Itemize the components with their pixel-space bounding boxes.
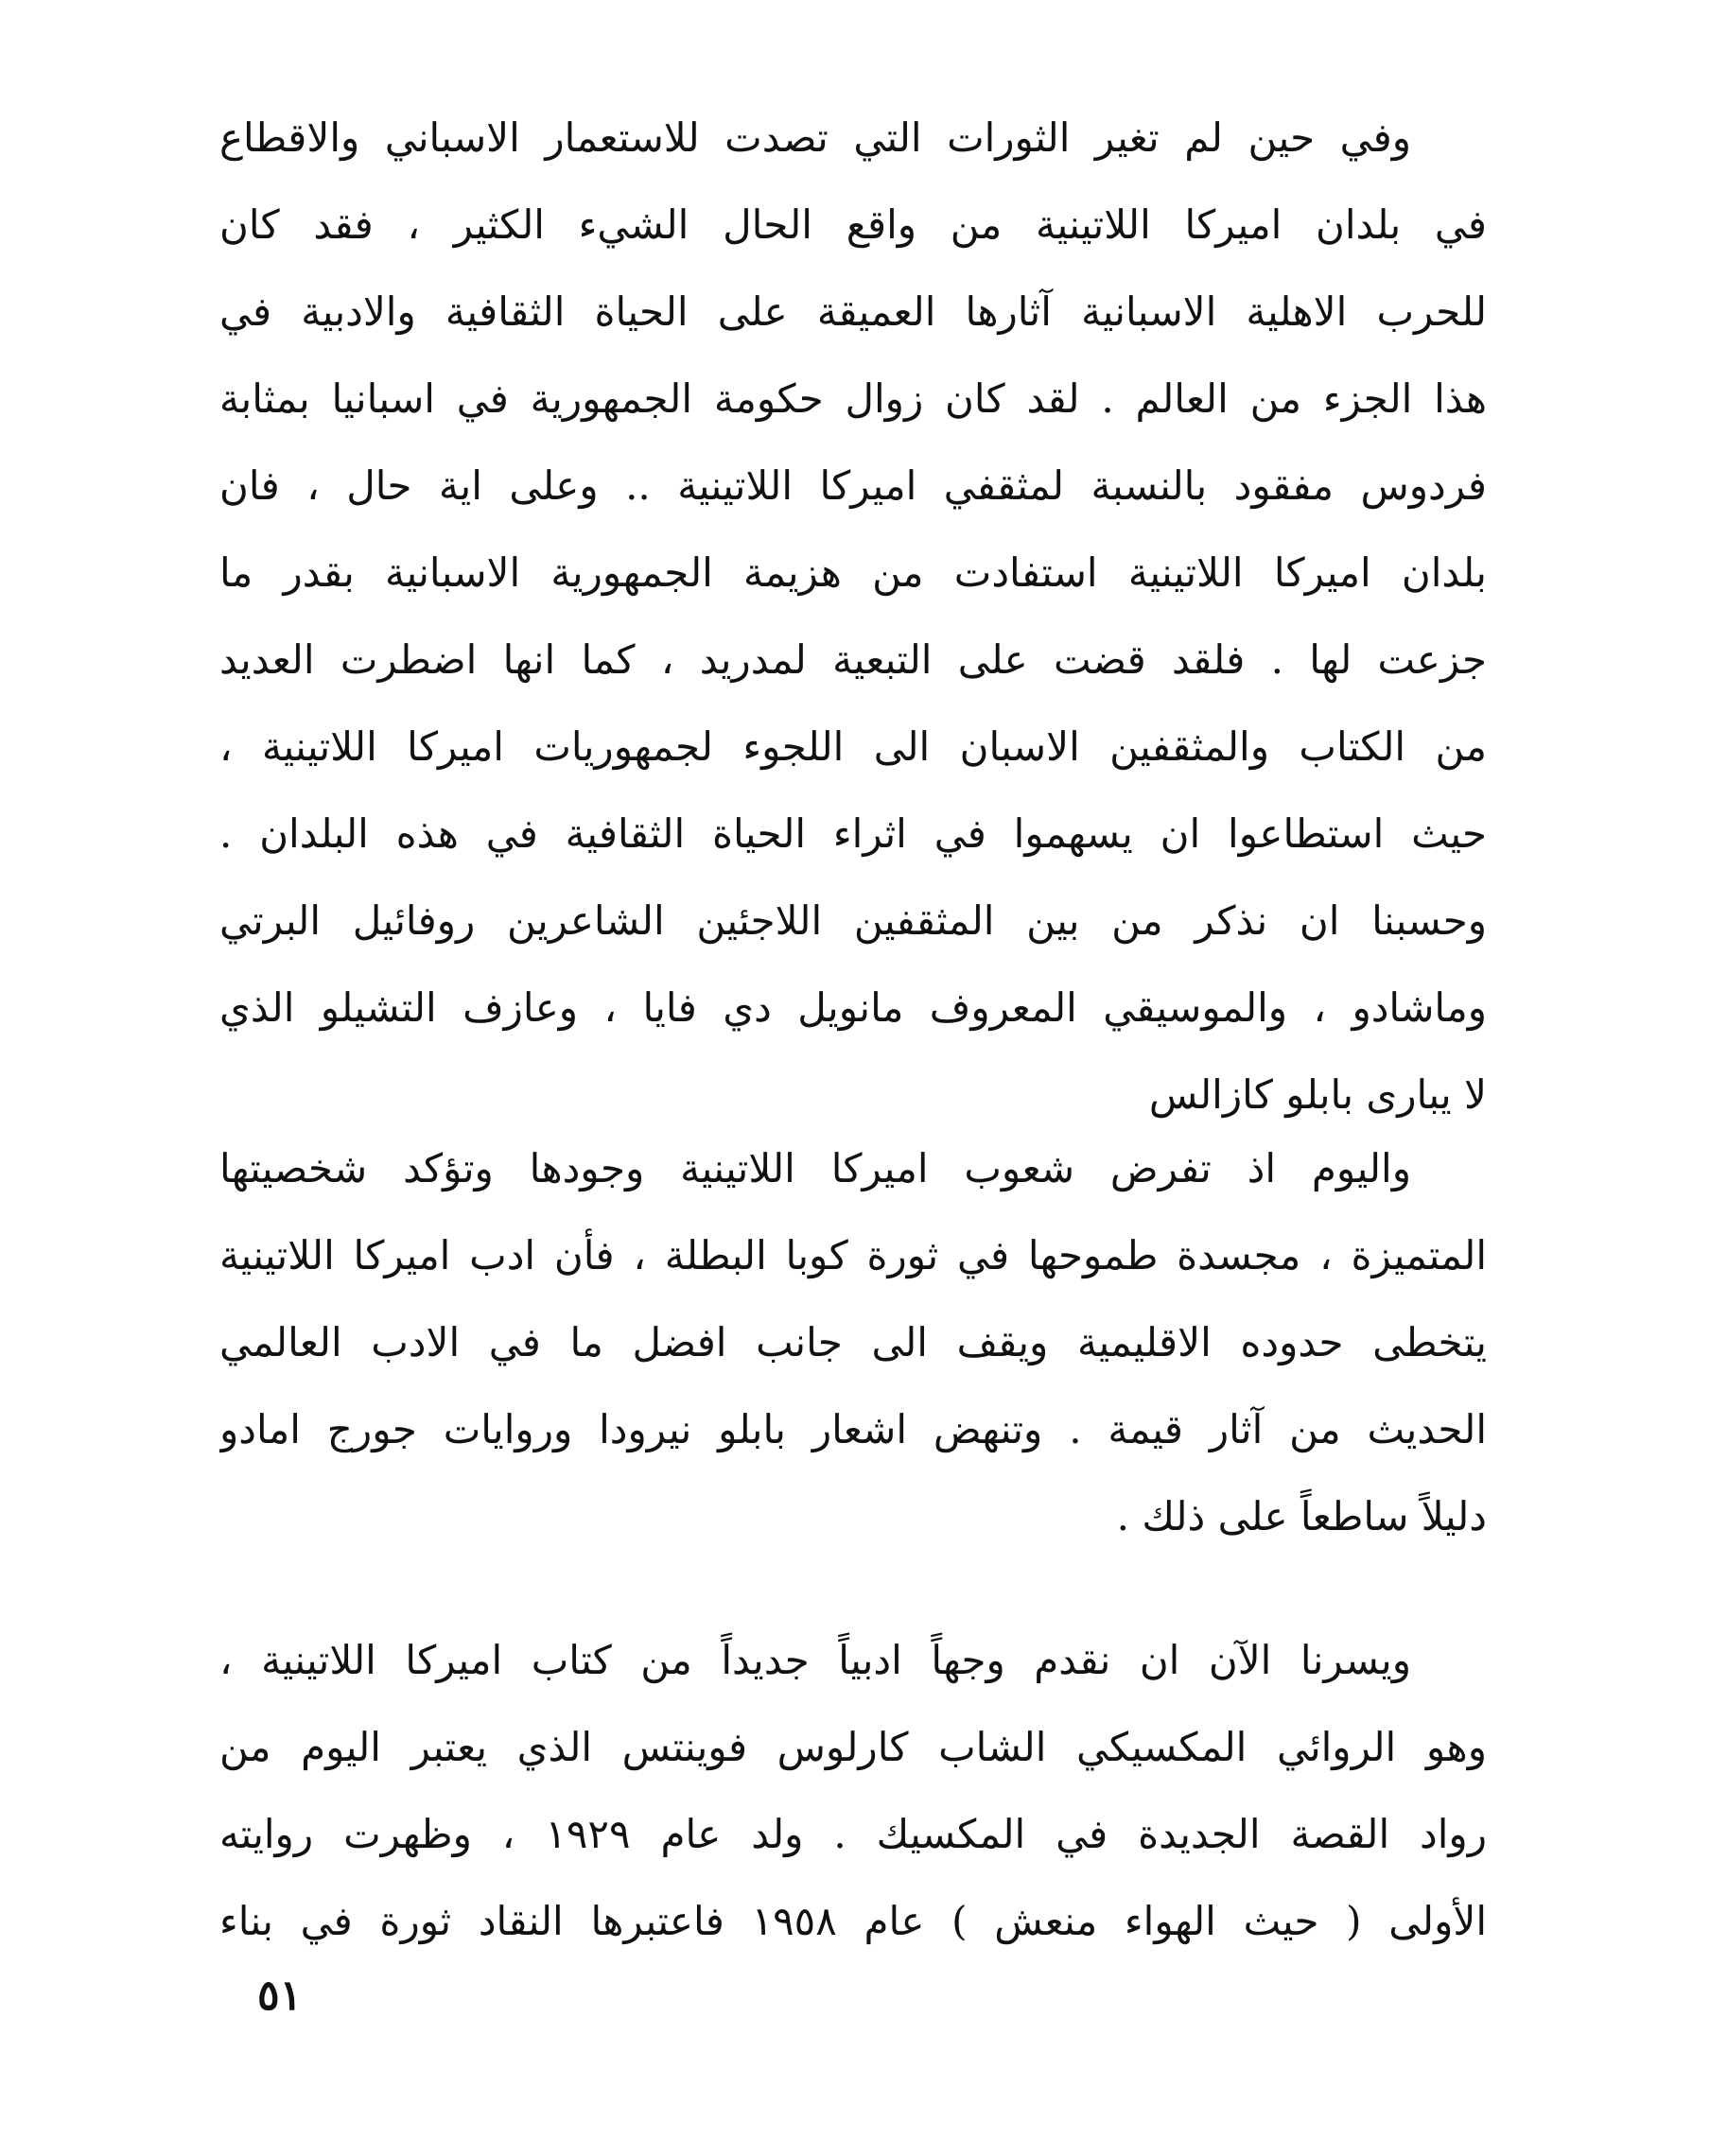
paragraph-1 [219, 95, 1487, 1139]
text-line: في بلدان اميركا اللاتينية من واقع الحال الشيء الكثير ، فقد كان [219, 201, 1487, 248]
text-line: لا يبارى بابلو كازالس [1148, 1071, 1487, 1118]
text-line: الحديث من آثار قيمة . وتنهض اشعار بابلو نيرودا وروايات جورج امادو [219, 1406, 1487, 1452]
text-line: ويسرنا الآن ان نقدم وجهاً ادبياً جديداً من كتاب اميركا اللاتينية ، [219, 1637, 1411, 1683]
text-line: جزعت لها . فلقد قضت على التبعية لمدريد ، كما انها اضطرت العديد [219, 636, 1487, 683]
page-number: ٥١ [257, 1972, 303, 2020]
text-line: يتخطى حدوده الاقليمية ويقف الى جانب افضل ما في الادب العالمي [219, 1319, 1487, 1365]
text-line: واليوم اذ تفرض شعوب اميركا اللاتينية وجودها وتؤكد شخصيتها [219, 1145, 1411, 1191]
text-line: وحسبنا ان نذكر من بين المثقفين اللاجئين الشاعرين روفائيل البرتي [219, 897, 1487, 944]
paragraph-2 [219, 1125, 1487, 1560]
text-line: دليلاً ساطعاً على ذلك . [1116, 1493, 1487, 1539]
text-line: وماشادو ، والموسيقي المعروف مانويل دي فايا ، وعازف التشيلو الذي [219, 984, 1487, 1031]
text-line: بلدان اميركا اللاتينية استفادت من هزيمة الجمهورية الاسبانية بقدر ما [219, 549, 1487, 596]
text-line: المتميزة ، مجسدة طموحها في ثورة كوبا البطلة ، فأن ادب اميركا اللاتينية [219, 1232, 1487, 1278]
text-line: هذا الجزء من العالم . لقد كان زوال حكومة الجمهورية في اسبانيا بمثابة [219, 375, 1487, 422]
text-line: فردوس مفقود بالنسبة لمثقفي اميركا اللاتينية .. وعلى اية حال ، فان [219, 462, 1487, 509]
text-line: الأولى ( حيث الهواء منعش ) عام ١٩٥٨ فاعتبرها النقاد ثورة في بناء [219, 1898, 1487, 1944]
text-line: رواد القصة الجديدة في المكسيك . ولد عام ١٩٢٩ ، وظهرت روايته [219, 1811, 1487, 1857]
text-line: حيث استطاعوا ان يسهموا في اثراء الحياة الثقافية في هذه البلدان . [219, 810, 1487, 857]
text-line: للحرب الاهلية الاسبانية آثارها العميقة على الحياة الثقافية والادبية في [219, 288, 1487, 335]
paragraph-3 [219, 1617, 1487, 1965]
text-line: وهو الروائي المكسيكي الشاب كارلوس فوينتس الذي يعتبر اليوم من [219, 1724, 1487, 1770]
text-line: وفي حين لم تغير الثورات التي تصدت للاستعمار الاسباني والاقطاع [219, 114, 1411, 161]
text-line: من الكتاب والمثقفين الاسبان الى اللجوء لجمهوريات اميركا اللاتينية ، [219, 723, 1487, 770]
